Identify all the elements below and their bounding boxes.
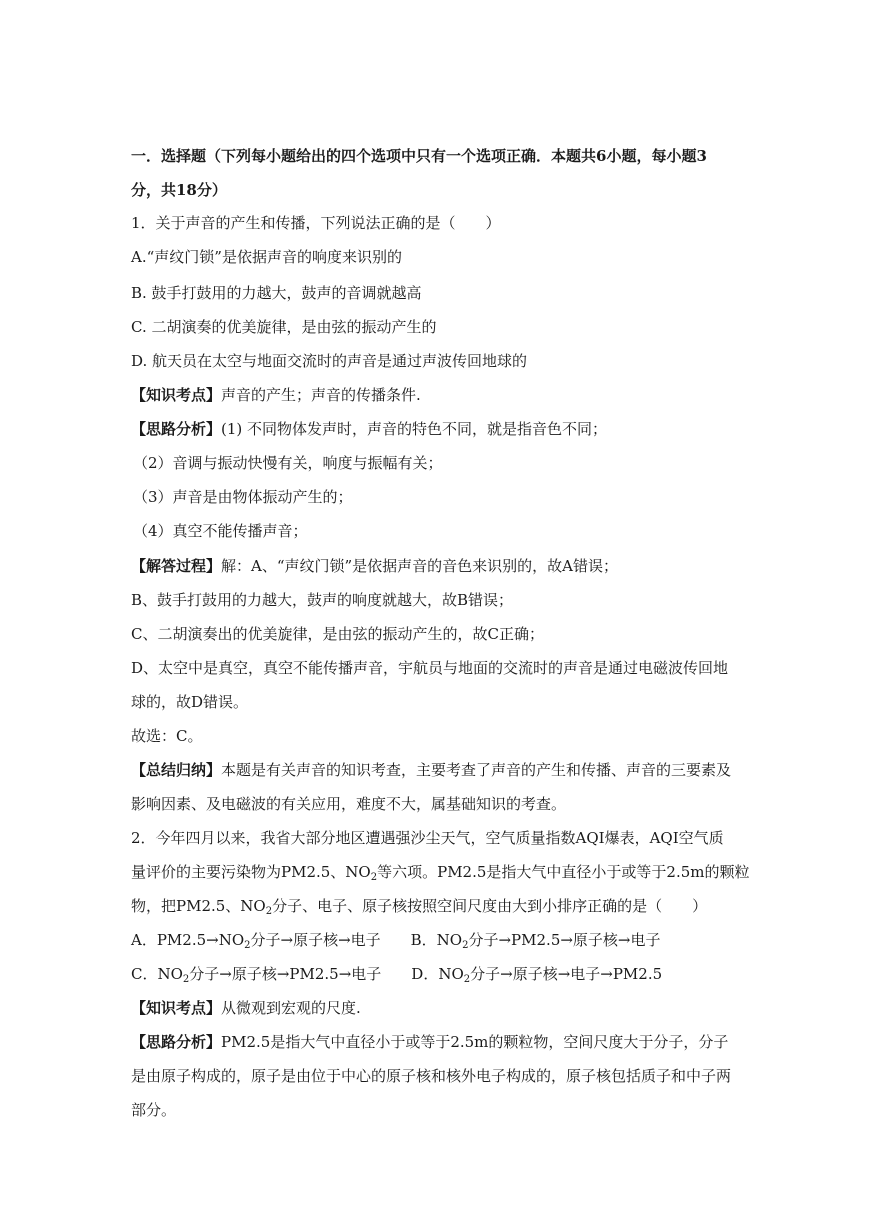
q1-solution-line1 xyxy=(131,556,618,576)
subscript-2: 2 xyxy=(370,872,378,883)
q1-answer: 故选：C。 xyxy=(131,727,203,745)
q1-summary-line2: 影响因素、及电磁波的有关应用，难度不大，属基础知识的考查。 xyxy=(131,795,567,813)
q2-stem-line3 xyxy=(131,896,707,916)
q2-analysis-line3: 部分。 xyxy=(131,1101,177,1119)
q1-solution-line2: B、鼓手打鼓用的力越大，鼓声的响度就越大，故B错误； xyxy=(131,591,514,609)
q1-stem: 1．关于声音的产生和传播，下列说法正确的是（ ） xyxy=(131,214,501,232)
q1-solution-line3: C、二胡演奏出的优美旋律，是由弦的振动产生的，故C正确； xyxy=(131,625,544,643)
q1-option-a: A.“声纹门锁”是依据声音的响度来识别的 xyxy=(131,248,402,266)
q2-stem-line3-b: 分子、电子、原子核按照空间尺度由大到小排序正确的是（ ） xyxy=(272,897,708,915)
q2-options-row2 xyxy=(131,964,662,984)
analysis-label: 【思路分析】 xyxy=(131,1033,222,1051)
analysis-label: 【思路分析】 xyxy=(131,420,222,438)
q1-analysis-line4: （4）真空不能传播声音； xyxy=(133,522,308,540)
q2-option-b xyxy=(411,931,661,949)
knowledge-point-label: 【知识考点】 xyxy=(131,386,222,404)
analysis-text: (1) 不同物体发声时，声音的特色不同，就是指音色不同； xyxy=(221,420,608,438)
q2-options-row1 xyxy=(131,930,661,950)
q2-option-a xyxy=(131,931,381,949)
subscript-2: 2 xyxy=(463,974,471,985)
q2-option-c-post: 分子→原子核→PM2.5→电子 xyxy=(189,965,382,983)
q2-stem-line2-b: 等六项。PM2.5是指大气中直径小于或等于2.5m的颗粒 xyxy=(377,863,750,881)
q2-option-c xyxy=(131,965,381,983)
q1-summary-line1 xyxy=(131,760,731,780)
section-heading-line2: 分，共18分） xyxy=(131,181,227,199)
q1-option-d: D. 航天员在太空与地面交流时的声音是通过声波传回地球的 xyxy=(131,352,528,370)
q2-stem-line3-a: 物，把PM2.5、NO xyxy=(131,897,266,915)
q2-option-d-post: 分子→原子核→电子→PM2.5 xyxy=(470,965,663,983)
q1-knowledge-point xyxy=(131,385,421,405)
q2-knowledge-point xyxy=(131,998,361,1018)
q2-option-c-pre: C．NO xyxy=(131,965,183,983)
q2-stem-line2-a: 量评价的主要污染物为PM2.5、NO xyxy=(131,863,371,881)
subscript-2: 2 xyxy=(265,906,273,917)
summary-text: 本题是有关声音的知识考查，主要考查了声音的产生和传播、声音的三要素及 xyxy=(221,761,732,779)
q2-option-b-pre: B．NO xyxy=(410,931,463,949)
q1-solution-line4: D、太空中是真空，真空不能传播声音，宇航员与地面的交流时的声音是通过电磁波传回地 xyxy=(131,659,729,677)
q2-analysis-line1 xyxy=(131,1032,728,1052)
q2-stem-line1: 2．今年四月以来，我省大部分地区遭遇强沙尘天气，空气质量指数AQI爆表，AQI空气质 xyxy=(131,829,724,847)
q2-option-b-post: 分子→PM2.5→原子核→电子 xyxy=(468,931,661,949)
subscript-2: 2 xyxy=(244,940,251,951)
q2-stem-line2 xyxy=(131,862,750,882)
q1-solution-line5: 球的，故D错误。 xyxy=(131,693,249,711)
solution-text: 解：A、“声纹门锁”是依据声音的音色来识别的，故A错误； xyxy=(221,557,619,575)
subscript-2: 2 xyxy=(182,974,190,985)
q2-option-d-pre: D．NO xyxy=(411,965,464,983)
subscript-2: 2 xyxy=(462,940,469,951)
section-heading-line1: 一．选择题（下列每小题给出的四个选项中只有一个选项正确．本题共6小题，每小题3 xyxy=(131,147,707,165)
q2-option-d xyxy=(411,965,662,983)
q2-option-a-pre: A．PM2.5→NO xyxy=(131,931,245,949)
knowledge-point-label: 【知识考点】 xyxy=(131,999,222,1017)
q2-option-a-post: 分子→原子核→电子 xyxy=(250,931,381,949)
analysis-text: PM2.5是指大气中直径小于或等于2.5m的颗粒物，空间尺度大于分子，分子 xyxy=(221,1033,729,1051)
solution-label: 【解答过程】 xyxy=(131,557,222,575)
knowledge-point-text: 声音的产生；声音的传播条件. xyxy=(221,386,421,404)
q1-analysis-line3: （3）声音是由物体振动产生的； xyxy=(133,488,353,506)
knowledge-point-text: 从微观到宏观的尺度. xyxy=(221,999,361,1017)
q1-analysis-line1 xyxy=(131,419,607,439)
q1-option-c: C. 二胡演奏的优美旋律，是由弦的振动产生的 xyxy=(131,318,437,336)
q1-option-b: B. 鼓手打鼓用的力越大，鼓声的音调就越高 xyxy=(131,284,422,302)
q2-analysis-line2: 是由原子构成的，原子是由位于中心的原子核和核外电子构成的，原子核包括质子和中子两 xyxy=(131,1067,732,1085)
q1-analysis-line2: （2）音调与振动快慢有关，响度与振幅有关； xyxy=(133,454,443,472)
summary-label: 【总结归纳】 xyxy=(131,761,222,779)
